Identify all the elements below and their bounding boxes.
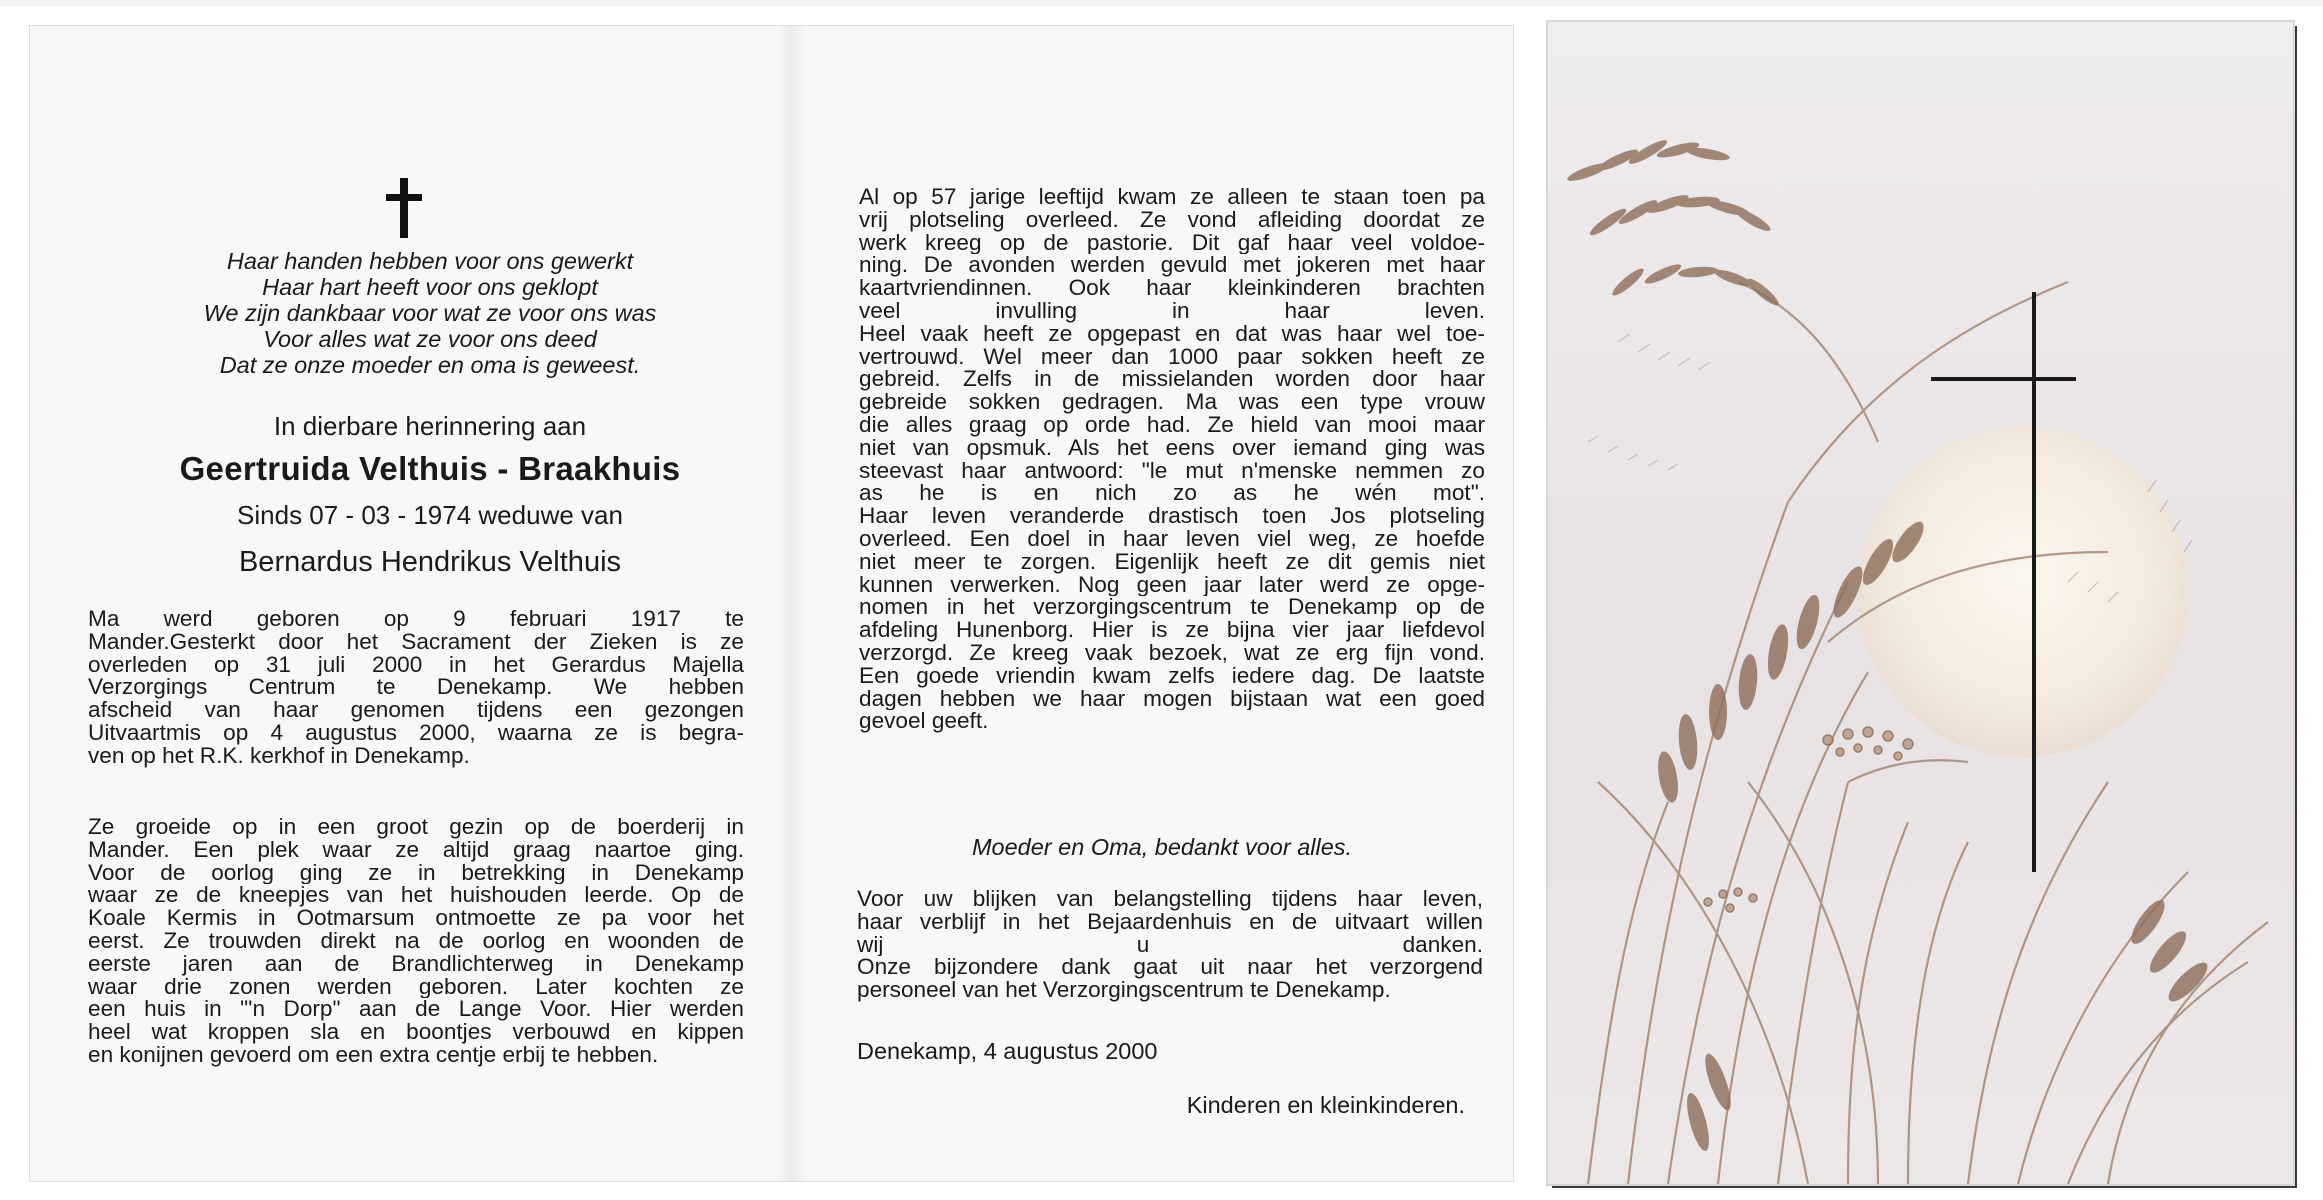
paragraph-line: Verzorgings Centrum te Denekamp. We hebben: [88, 676, 744, 700]
left-page: [30, 26, 775, 1181]
card-fold: [775, 26, 811, 1181]
paragraph-line: Een goede vriendin kwam zelfs iedere dag. De laatste: [859, 664, 1485, 688]
paragraph-line: vertrouwd. Wel meer dan 1000 paar sokken heeft ze: [859, 345, 1485, 369]
memorial-card-front: [1548, 22, 2293, 1184]
paragraph-line: Ma werd geboren op 9 februari 1917 te: [88, 608, 744, 631]
paragraph-line: een huis in "'n Dorp" aan de Lange Voor. Hier werden: [88, 998, 744, 1022]
paragraph-line: niet meer te zorgen. Eigenlijk heeft ze dit gemis niet: [859, 550, 1485, 574]
paragraph-line: Heel vaak heeft ze opgepast en dat was haar wel toe-: [859, 322, 1485, 346]
biography-paragraph-2: [88, 816, 744, 1067]
in-memory-intro: In dierbare herinnering aan: [273, 411, 587, 441]
paragraph-line: overleed. Een doel in haar leven viel weg, ze hoefde: [859, 527, 1485, 551]
paragraph-line: Mander. Een plek waar ze altijd graag naartoe ging.: [88, 838, 744, 862]
paragraph-line: niet van opsmuk. Als het eens over iemand ging was: [859, 436, 1485, 460]
paragraph-line: die alles graag op orde had. Ze hield van mooi maar: [859, 413, 1485, 437]
paragraph-line: Uitvaartmis op 4 augustus 2000, waarna ze is begra-: [88, 721, 744, 745]
paragraph-line: eerste jaren aan de Brandlichterweg in Denekamp: [88, 952, 744, 976]
spouse-name: Bernardus Hendrikus Velthuis: [238, 546, 622, 578]
paragraph-line: waar drie zonen werden geboren. Later kochten ze: [88, 975, 744, 999]
paragraph-line: werk kreeg op de pastorie. Dit gaf haar veel voldoe-: [859, 231, 1485, 255]
paragraph-line: vrij plotseling overleed. Ze vond afleiding doordat ze: [859, 208, 1485, 232]
cross-icon: [386, 178, 422, 238]
paragraph-line: Voor de oorlog ging ze in betrekking in Denekamp: [88, 861, 744, 885]
deceased-name: Geertruida Velthuis - Braakhuis: [179, 450, 681, 487]
poem-line: Haar handen hebben voor ons gewerkt: [226, 248, 634, 274]
paragraph-line: personeel van het Verzorgingscentrum te Denekamp.: [857, 979, 1391, 1002]
paragraph-line: Voor uw blijken van belangstelling tijdens haar leven,: [857, 888, 1483, 911]
paragraph-line: Onze bijzondere dank gaat uit naar het verzorgend: [857, 956, 1483, 980]
paragraph-line: dagen hebben we haar mogen bijstaan wat een goed: [859, 687, 1485, 711]
poem-line: We zijn dankbaar voor wat ze voor ons was: [203, 300, 657, 326]
signature-line: Kinderen en kleinkinderen.: [1186, 1092, 1465, 1118]
poem: [70, 248, 790, 378]
poem-line: Voor alles wat ze voor ons deed: [263, 326, 597, 352]
paragraph-line: kaartvriendinnen. Ook haar kleinkinderen brachten: [859, 277, 1485, 300]
paragraph-line: Mander.Gesterkt door het Sacrament der Zieken is ze: [88, 630, 744, 654]
paragraph-line: ven op het R.K. kerkhof in Denekamp.: [88, 744, 470, 768]
paragraph-line: as he is en nich zo as he wén mot".: [859, 482, 1485, 506]
biography-paragraph-1: [88, 608, 744, 768]
paragraph-line: gebreid. Zelfs in de missielanden worden door haar: [859, 368, 1485, 392]
paragraph-line: steevast haar antwoord: "le mut n'menske nemmen zo: [859, 459, 1485, 483]
paragraph-line: verzorgd. Ze kreeg vaak bezoek, wat ze erg fijn vond.: [859, 641, 1485, 665]
memorial-card-inner-spread: [30, 26, 1513, 1181]
closing-line: Moeder en Oma, bedankt voor alles.: [971, 834, 1353, 860]
paragraph-line: eerst. Ze trouwden direkt na de oorlog en woonden de: [88, 929, 744, 953]
paragraph-line: en konijnen gevoerd om een extra centje erbij te hebben.: [88, 1043, 659, 1067]
paragraph-line: haar verblijf in het Bejaardenhuis en de uitvaart willen: [857, 910, 1483, 934]
paragraph-line: nomen in het verzorgingscentrum te Denekamp op de: [859, 596, 1485, 620]
widow-since: Sinds 07 - 03 - 1974 weduwe van: [237, 500, 623, 530]
paragraph-line: Ze groeide op in een groot gezin op de boerderij in: [88, 816, 744, 839]
paragraph-line: veel invulling in haar leven.: [859, 299, 1485, 323]
thank-you-paragraph: [857, 888, 1483, 1002]
poem-line: Haar hart heeft voor ons geklopt: [262, 274, 598, 300]
paragraph-line: Haar leven veranderde drastisch toen Jos plotseling: [859, 505, 1485, 528]
paragraph-line: ning. De avonden werden gevuld met jokeren met haar: [859, 254, 1485, 278]
right-page: [811, 26, 1513, 1181]
paragraph-line: kunnen verwerken. Nog geen jaar later werd ze opge-: [859, 573, 1485, 597]
paragraph-line: afscheid van haar genomen tijdens een gezongen: [88, 699, 744, 722]
paragraph-line: afdeling Hunenborg. Hier is ze bijna vier jaar liefdevol: [859, 619, 1485, 642]
paragraph-line: heel wat kroppen sla en boontjes verbouwd en kippen: [88, 1021, 744, 1044]
paragraph-line: gevoel geeft.: [859, 710, 989, 734]
poem-line: Dat ze onze moeder en oma is geweest.: [219, 352, 641, 378]
paragraph-line: overleden op 31 juli 2000 in het Gerardus Majella: [88, 653, 744, 677]
grass-and-moon-illustration: [1548, 22, 2293, 1184]
paragraph-line: Koale Kermis in Ootmarsum ontmoette ze pa voor het: [88, 907, 744, 930]
paragraph-line: waar ze de kneepjes van het huishouden leerde. Op de: [88, 884, 744, 908]
paragraph-line: wij u danken.: [857, 933, 1483, 957]
place-and-date: Denekamp, 4 augustus 2000: [857, 1038, 1158, 1064]
paragraph-line: Al op 57 jarige leeftijd kwam ze alleen te staan toen pa: [859, 186, 1485, 209]
paragraph-line: gebreide sokken gedragen. Ma was een type vrouw: [859, 391, 1485, 414]
scan-edge-top: [0, 0, 2323, 6]
biography-paragraph-3: [859, 186, 1485, 733]
